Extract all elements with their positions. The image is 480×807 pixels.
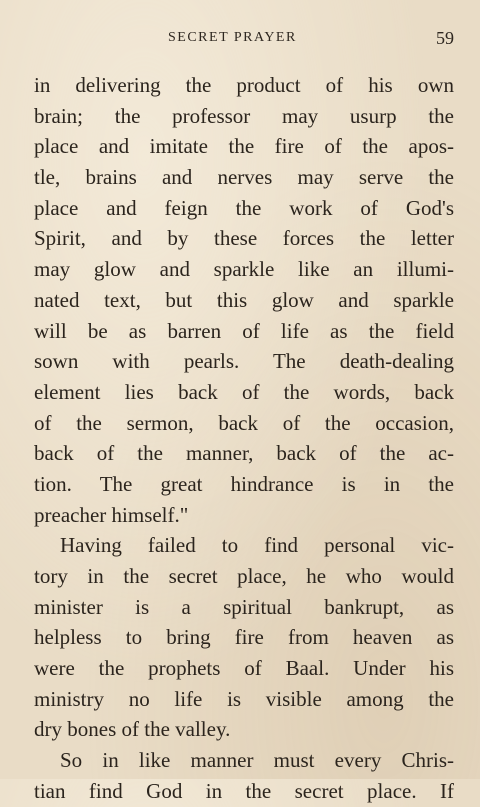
text-line: tian find God in the secret place. If bbox=[34, 778, 454, 803]
running-title: SECRET PRAYER bbox=[168, 30, 297, 45]
text-line: tle, brains and nerves may serve the bbox=[34, 165, 454, 190]
text-line: of the sermon, back of the occasion, bbox=[34, 410, 454, 435]
text-line: were the prophets of Baal. Under his bbox=[34, 656, 454, 681]
text-line: tion. The great hindrance is in the bbox=[34, 471, 454, 496]
text-line: tory in the secret place, he who would bbox=[34, 564, 454, 588]
paragraph-first-line: Having failed to find personal vic- bbox=[60, 533, 454, 558]
text-line: element lies back of the words, back bbox=[34, 379, 454, 404]
text-line: in delivering the product of his own bbox=[34, 73, 454, 97]
paragraph-last-line: preacher himself." bbox=[34, 502, 189, 527]
paragraph-first-line: So in like manner must every Chris- bbox=[60, 748, 454, 773]
text-line: ministry no life is visible among the bbox=[34, 686, 454, 711]
body-text bbox=[34, 70, 454, 807]
page-number: 59 bbox=[436, 28, 454, 48]
paragraph-last-line: dry bones of the valley. bbox=[34, 717, 231, 742]
text-line: place and imitate the fire of the apos- bbox=[34, 134, 454, 159]
text-line: nated text, but this glow and sparkle bbox=[34, 287, 454, 312]
text-line: sown with pearls. The death-dealing bbox=[34, 349, 454, 374]
text-line: minister is a spiritual bankrupt, as bbox=[34, 594, 454, 619]
text-line: brain; the professor may usurp the bbox=[34, 103, 454, 128]
text-line: back of the manner, back of the ac- bbox=[34, 441, 454, 466]
text-line: helpless to bring fire from heaven as bbox=[34, 625, 454, 650]
text-line: will be as barren of life as the field bbox=[34, 318, 454, 343]
text-line: place and feign the work of God's bbox=[34, 195, 454, 220]
text-line: Spirit, and by these forces the letter bbox=[34, 226, 454, 251]
text-line: may glow and sparkle like an illumi- bbox=[34, 257, 454, 282]
running-header bbox=[0, 30, 480, 52]
